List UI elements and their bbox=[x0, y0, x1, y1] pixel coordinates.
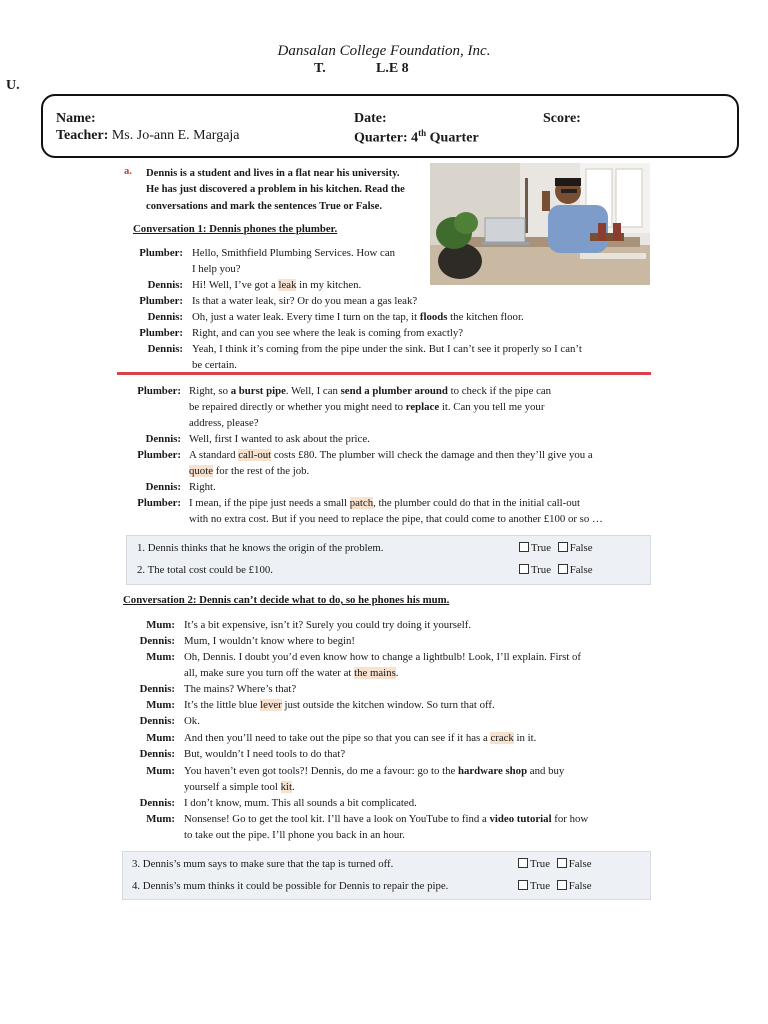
dialogue-line: address, please? bbox=[189, 417, 259, 429]
dialogue-line: And then you’ll need to take out the pipe so that you can see if it has a crack in it. bbox=[184, 732, 537, 744]
date-label: Date: bbox=[354, 111, 387, 126]
question-1-options bbox=[519, 542, 593, 554]
dialogue-line: Nonsense! Go to get the tool kit. I’ll have a look on YouTube to find a video tutorial for how bbox=[184, 813, 589, 825]
name-label: Name: bbox=[56, 111, 96, 126]
question-2-options bbox=[519, 564, 593, 576]
speaker-label: Dennis: bbox=[147, 279, 183, 291]
dialogue-line: yourself a simple tool kit. bbox=[184, 781, 295, 793]
dialogue-line: You haven’t even got tools?! Dennis, do me a favour: go to the hardware shop and buy bbox=[184, 765, 565, 777]
dialogue-line: all, make sure you turn off the water at the mains. bbox=[184, 667, 399, 679]
dialogue-line: be repaired directly or whether you might need to replace it. Can you tell me your bbox=[189, 401, 545, 413]
false-label: False bbox=[568, 880, 592, 892]
quarter-superscript: th bbox=[418, 128, 427, 138]
dialogue-line: Right, and can you see where the leak is coming from exactly? bbox=[192, 327, 464, 339]
question-3-options bbox=[518, 858, 592, 870]
question-2: 2. The total cost could be £100. bbox=[137, 564, 273, 576]
speaker-label: Plumber: bbox=[139, 247, 183, 259]
dialogue-line: Well, first I wanted to ask about the price. bbox=[189, 433, 370, 445]
man-on-phone-photo bbox=[430, 163, 650, 285]
student-info-box bbox=[41, 94, 739, 158]
quarter-suffix: Quarter bbox=[426, 130, 479, 146]
dialogue-line: Ok. bbox=[184, 715, 200, 727]
speaker-label: Mum: bbox=[146, 813, 175, 825]
false-checkbox[interactable] bbox=[557, 880, 567, 890]
speaker-label: Mum: bbox=[146, 619, 175, 631]
speaker-label: Plumber: bbox=[139, 295, 183, 307]
false-label: False bbox=[569, 542, 593, 554]
dialogue-line: Right, so a burst pipe. Well, I can send a plumber around to check if the pipe can bbox=[189, 385, 552, 397]
dialogue-line: I help you? bbox=[192, 263, 241, 275]
false-checkbox[interactable] bbox=[558, 564, 568, 574]
organization-title: Dansalan College Foundation, Inc. bbox=[277, 43, 491, 59]
conversation-2-title: Conversation 2: Dennis can’t decide what to do, so he phones his mum. bbox=[123, 594, 450, 606]
quarter-label: Quarter: 4 bbox=[354, 130, 419, 146]
speaker-label: Mum: bbox=[146, 699, 175, 711]
speaker-label: Mum: bbox=[146, 732, 175, 744]
conversation-1-title: Conversation 1: Dennis phones the plumber. bbox=[133, 223, 338, 235]
false-checkbox[interactable] bbox=[557, 858, 567, 868]
dialogue-line: quote for the rest of the job. bbox=[189, 465, 310, 477]
question-3: 3. Dennis’s mum says to make sure that the tap is turned off. bbox=[132, 858, 394, 870]
dialogue-line: to take out the pipe. I’ll phone you back in an hour. bbox=[184, 829, 405, 841]
speaker-label: Dennis: bbox=[139, 797, 175, 809]
dialogue-line: But, wouldn’t I need tools to do that? bbox=[184, 748, 346, 760]
score-label: Score: bbox=[543, 111, 581, 126]
speaker-label: Dennis: bbox=[147, 311, 183, 323]
question-1: 1. Dennis thinks that he knows the origin of the problem. bbox=[137, 542, 384, 554]
false-checkbox[interactable] bbox=[558, 542, 568, 552]
speaker-label: Dennis: bbox=[147, 343, 183, 355]
section-letter: a. bbox=[124, 166, 132, 177]
dialogue-line: Oh, just a water leak. Every time I turn on the tap, it floods the kitchen floor. bbox=[192, 311, 524, 323]
dialogue-line: be certain. bbox=[192, 359, 237, 371]
speaker-label: Plumber: bbox=[137, 497, 181, 509]
dialogue-line: The mains? Where’s that? bbox=[184, 683, 297, 695]
speaker-label: Dennis: bbox=[139, 715, 175, 727]
speaker-label: Dennis: bbox=[139, 748, 175, 760]
speaker-label: Dennis: bbox=[145, 481, 181, 493]
dialogue-line: Yeah, I think it’s coming from the pipe under the sink. But I can’t see it properly so I can’t bbox=[192, 343, 582, 355]
dialogue-line: It’s a bit expensive, isn’t it? Surely you could try doing it yourself. bbox=[184, 619, 472, 631]
quarter-field bbox=[354, 128, 479, 147]
subject-code-le: L.E 8 bbox=[376, 61, 409, 76]
dialogue-line: Hello, Smithfield Plumbing Services. How can bbox=[192, 247, 396, 259]
true-label: True bbox=[530, 858, 551, 870]
teacher-label: Teacher: bbox=[56, 128, 109, 143]
false-label: False bbox=[568, 858, 592, 870]
true-checkbox[interactable] bbox=[518, 880, 528, 890]
true-checkbox[interactable] bbox=[519, 542, 529, 552]
dialogue-line: with no extra cost. But if you need to replace the pipe, that could come to another £100 or so … bbox=[189, 513, 603, 525]
question-4-options bbox=[518, 880, 592, 892]
teacher-value: Ms. Jo-ann E. Margaja bbox=[111, 128, 240, 143]
dialogue-line: Right. bbox=[189, 481, 216, 493]
intro-text bbox=[146, 166, 428, 215]
dialogue-line: A standard call-out costs £80. The plumber will check the damage and then they’ll give you a bbox=[189, 449, 593, 461]
dialogue-line: Oh, Dennis. I doubt you’d even know how to change a lightbulb! Look, I’ll explain. First of bbox=[184, 651, 582, 663]
speaker-label: Plumber: bbox=[139, 327, 183, 339]
dialogue-line: Is that a water leak, sir? Or do you mean a gas leak? bbox=[192, 295, 418, 307]
speaker-label: Plumber: bbox=[137, 449, 181, 461]
dialogue-line: Mum, I wouldn’t know where to begin! bbox=[184, 635, 356, 647]
divider-line bbox=[117, 372, 651, 375]
speaker-label: Dennis: bbox=[145, 433, 181, 445]
question-4: 4. Dennis’s mum thinks it could be possible for Dennis to repair the pipe. bbox=[132, 880, 449, 892]
true-label: True bbox=[531, 564, 552, 576]
intro-line: conversations and mark the sentences True or False. bbox=[146, 200, 382, 212]
teacher-field bbox=[56, 128, 240, 144]
true-label: True bbox=[530, 880, 551, 892]
intro-line: Dennis is a student and lives in a flat near his university. bbox=[146, 168, 400, 179]
false-label: False bbox=[569, 564, 593, 576]
subject-code-t: T. bbox=[314, 61, 326, 76]
dialogue-line: Hi! Well, I’ve got a leak in my kitchen. bbox=[192, 279, 362, 291]
intro-line: He has just discovered a problem in his kitchen. Read the bbox=[146, 184, 405, 196]
u-mark: U. bbox=[6, 78, 20, 93]
speaker-label: Plumber: bbox=[137, 385, 181, 397]
true-checkbox[interactable] bbox=[519, 564, 529, 574]
speaker-label: Dennis: bbox=[139, 683, 175, 695]
true-label: True bbox=[531, 542, 552, 554]
true-checkbox[interactable] bbox=[518, 858, 528, 868]
speaker-label: Mum: bbox=[146, 765, 175, 777]
dialogue-line: It’s the little blue lever just outside the kitchen window. So turn that off. bbox=[184, 699, 495, 711]
dialogue-line: I mean, if the pipe just needs a small patch, the plumber could do that in the initial call-out bbox=[189, 497, 581, 509]
speaker-label: Dennis: bbox=[139, 635, 175, 647]
dialogue-line: I don’t know, mum. This all sounds a bit complicated. bbox=[184, 797, 417, 809]
speaker-label: Mum: bbox=[146, 651, 175, 663]
